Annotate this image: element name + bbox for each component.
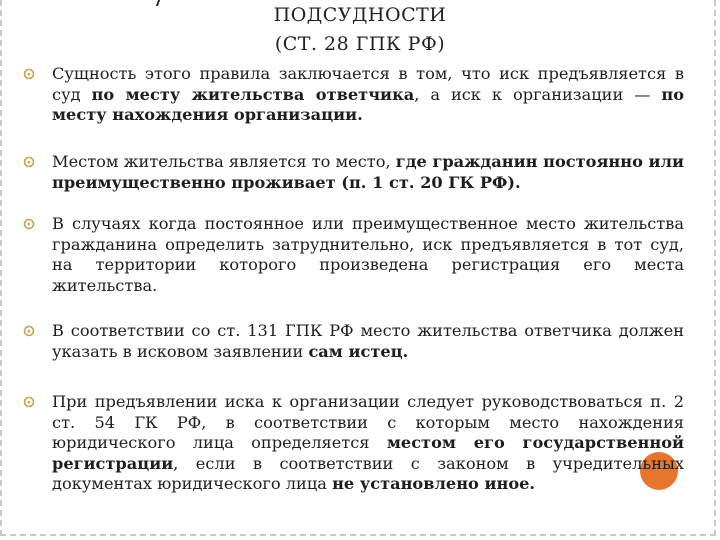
bullet-marker-icon: [22, 67, 36, 81]
bullet-bold-run: местом его государственной регистрации: [52, 433, 685, 473]
bullet-bold-run: сам истец.: [308, 341, 409, 361]
bullet-marker-icon: [22, 324, 36, 338]
bullet-text: [52, 64, 684, 126]
bullet-text-run: , а иск к организации —: [414, 84, 662, 104]
bullet-bold-run: по месту жительства ответчика: [91, 84, 415, 104]
bullet-marker-icon: [22, 395, 36, 409]
bullet-text-run: В случаях когда постоянное или преимущественное место жительства гражданина определить затруднительно, иск предъявляется в тот суд, на территории которого произведена регистрация его места жительства.: [52, 214, 684, 295]
bullet-text: [52, 214, 684, 296]
slide-title-line-1: ПОДСУДНОСТИ: [273, 4, 447, 26]
bullet-text-run: Местом жительства является то место,: [52, 152, 396, 171]
bullet-bold-run: по месту нахождения организации.: [52, 84, 684, 124]
bullet-bold-run: не установлено иное.: [332, 474, 536, 493]
bullet-text-run: При предъявлении иска к организации следует руководствоваться п. 2 ст. 54 ГК РФ, в соответствии с которым место нахождения юридического лица определяется: [52, 392, 684, 452]
bullet-marker-icon: [22, 217, 36, 231]
bullet-marker-icon: [22, 155, 36, 169]
bullet-text: [52, 392, 684, 495]
slide-title-line-2: (СТ. 28 ГПК РФ): [274, 33, 446, 55]
bullet-text: [52, 321, 684, 362]
bullet-text-run: , если в соответствии с законом в учредительных документах юридического лица: [52, 453, 684, 493]
bullet-text-run: Сущность этого правила заключается в том, что иск предъявляется в суд: [52, 64, 684, 104]
bullet-text-run: В соответствии со ст. 131 ГПК РФ место жительства ответчика должен указать в исковом заявлении: [52, 321, 684, 361]
bullet-bold-run: где гражданин постоянно или преимущественно проживает (п. 1 ст. 20 ГК РФ).: [52, 152, 684, 192]
bullet-text: [52, 152, 684, 193]
